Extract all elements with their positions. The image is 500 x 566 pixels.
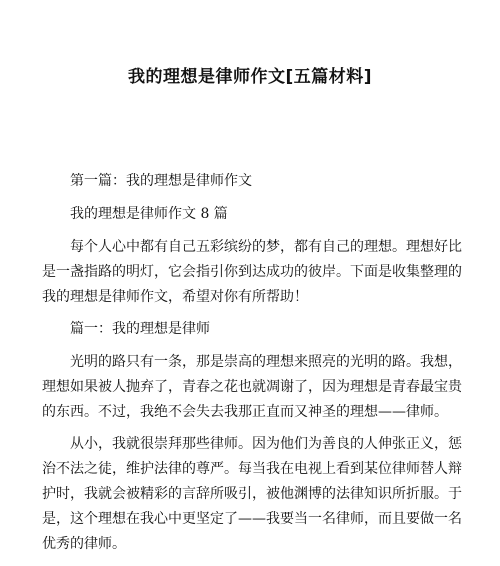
paragraph-2: 从小，我就很崇拜那些律师。因为他们为善良的人伸张正义，惩治不法之徒，维护法律的尊严。每当我在电视上看到某位律师替人辩护时，我就会被精彩的言辞所吸引，被他渊博的法律知识所折服。于是，这个理想在我心中更坚定了——我要当一名律师，而且要做一名优秀的律师。	[42, 436, 462, 552]
paragraph-1: 光明的路只有一条，那是崇高的理想来照亮的光明的路。我想，理想如果被人抛弃了，青春之花也就凋谢了，因为理想是青春最宝贵的东西。不过，我绝不会失去我那正直而又神圣的理想——律师。	[42, 354, 462, 420]
intro-paragraph: 每个人心中都有自己五彩缤纷的梦，都有自己的理想。理想好比是一盏指路的明灯，它会指引你到达成功的彼岸。下面是收集整理的我的理想是律师作文，希望对你有所帮助！	[42, 239, 462, 305]
document-body	[42, 169, 462, 564]
section-heading: 第一篇：我的理想是律师作文	[70, 173, 252, 189]
document-title: 我的理想是律师作文[五篇材料]	[127, 67, 373, 87]
essay-title: 篇一：我的理想是律师	[70, 321, 210, 337]
subheading: 我的理想是律师作文 8 篇	[70, 206, 228, 222]
